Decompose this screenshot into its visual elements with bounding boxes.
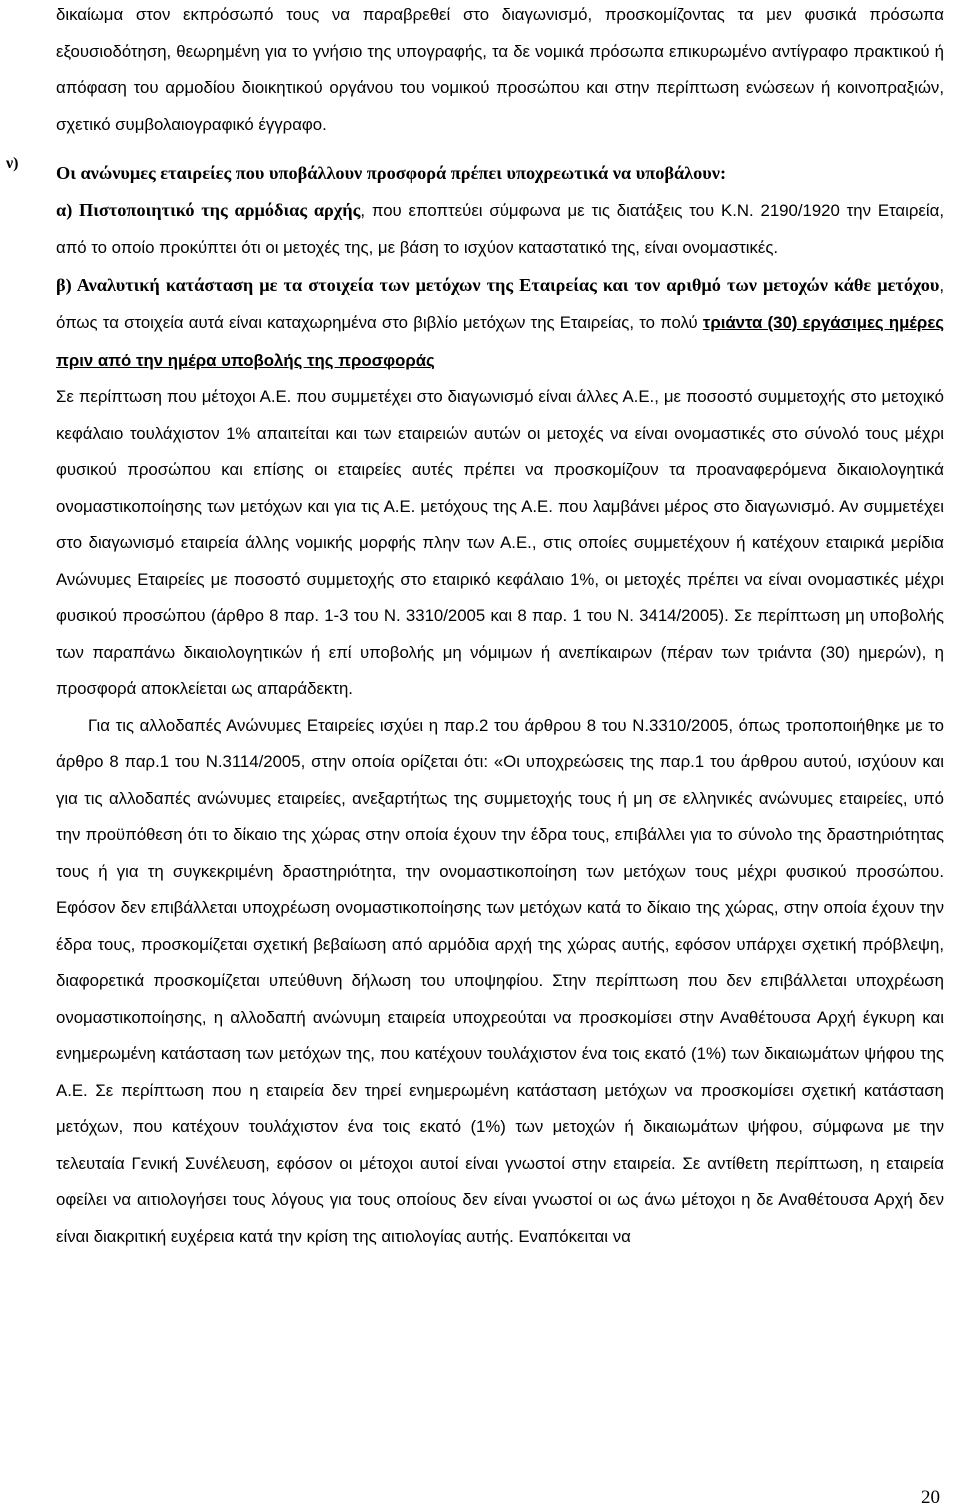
item-v-subitem-b <box>56 267 944 380</box>
subitem-a-text: , που εποπτεύει σύμφωνα με τις διατάξεις του Κ.Ν. 2190/1920 την Εταιρεία, από το οποίο προκύπτει ότι οι μετοχές της, με βάση το ισχύον καταστατικό της, είναι ονομαστικές. <box>56 200 944 257</box>
item-v-label: ν) <box>6 155 19 172</box>
item-v-subitem-a <box>56 192 944 267</box>
foreign-companies-paragraph: Για τις αλλοδαπές Ανώνυμες Εταιρείες ισχύει η παρ.2 του άρθρου 8 του Ν.3310/2005, όπως τροποποιήθηκε με το άρθρο 8 παρ.1 του Ν.3114/2005, στην οποία ορίζεται ότι: «Οι υποχρεώσεις της παρ.1 του άρθρου αυτού, ισχύουν και για τις αλλοδαπές ανώνυμες εταιρείες, ανεξαρτήτως της συμμετοχής τους ή μη σε ελληνικές ανώνυμες εταιρείες, υπό την προϋπόθεση ότι το δίκαιο της χώρας στην οποία έχουν την έδρα τους, επιβάλλει για το σύνολο της δραστηριότητας τους ή για τη συγκεκριμένη δραστηριότητα, την ονομαστικοποίηση των μετόχων τους μέχρι φυσικού προσώπου. Εφόσον δεν επιβάλλεται υποχρέωση ονομαστικοποίησης των μετόχων κατά το δίκαιο της χώρας, στην οποία έχουν την έδρα τους, προσκομίζεται σχετική βεβαίωση από αρμόδια αρχή της χώρας αυτής, εφόσον υπάρχει σχετική πρόβλεψη, διαφορετικά προσκομίζεται υπεύθυνη δήλωση του υποψηφίου. Στην περίπτωση που δεν επιβάλλεται υποχρέωση ονομαστικοποίησης, η αλλοδαπή ανώνυμη εταιρεία υποχρεούται να προσκομίσει στην Αναθέτουσα Αρχή έγκυρη και ενημερωμένη κατάσταση των μετόχων της, που κατέχουν τουλάχιστον ένα τοις εκατό (1%) των δικαιωμάτων ψήφου της Α.Ε. Σε περίπτωση που η εταιρεία δεν τηρεί ενημερωμένη κατάσταση μετόχων να προσκομίσει σχετική κατάσταση μετόχων, που κατέχουν τουλάχιστον ένα τοις εκατό (1%) των μετοχών ή δικαιωμάτων ψήφου, σύμφωνα με την τελευταία Γενική Συνέλευση, εφόσον οι μέτοχοι αυτοί είναι γνωστοί στην εταιρεία. Σε αντίθετη περίπτωση, η εταιρεία οφείλει να αιτιολογήσει τους λόγους για τους οποίους δεν είναι γνωστοί οι ως άνω μέτοχοι η δε Αναθέτουσα Αρχή δεν είναι διακριτική ευχέρεια κατά την κρίση της αιτιολογίας αυτής. Εναπόκειται να <box>56 715 944 1246</box>
document-page <box>6 0 945 1255</box>
subitem-a-title: α) Πιστοποιητικό της αρμόδιας αρχής <box>56 199 361 220</box>
subitem-b-text: , όπως τα στοιχεία αυτά είναι καταχωρημένα στο βιβλίο μετόχων της Εταιρείας, το πολύ <box>56 275 944 332</box>
item-v <box>6 155 945 1255</box>
subitem-b-title: β) Αναλυτική κατάσταση με τα στοιχεία των μετόχων της Εταιρείας και τον αριθμό των μετοχών κάθε μετόχου <box>56 274 940 295</box>
item-v-heading: Οι ανώνυμες εταιρείες που υποβάλλουν προσφορά πρέπει υποχρεωτικά να υποβάλουν: <box>56 163 727 183</box>
intro-paragraph: δικαίωμα στον εκπρόσωπό τους να παραβρεθεί στο διαγωνισμό, προσκομίζοντας τα μεν φυσικά πρόσωπα εξουσιοδότηση, θεωρημένη για το γνήσιο της υπογραφής, τα δε νομικά πρόσωπα επικυρωμένο αντίγραφο πρακτικού ή απόφαση του αρμοδίου διοικητικού οργάνου του νομικού προσώπου και στην περίπτωση ενώσεων ή κοινοπραξιών, σχετικό συμβολαιογραφικό έγγραφο. <box>56 5 944 134</box>
subitem-b-deadline: τριάντα (30) εργάσιμες ημέρες πριν από την ημέρα υποβολής της προσφοράς <box>56 313 945 370</box>
page-number: 20 <box>921 1487 940 1508</box>
shareholders-paragraph: Σε περίπτωση που μέτοχοι Α.Ε. που συμμετέχει στο διαγωνισμό είναι άλλες Α.Ε., με ποσοστό συμμετοχής στο μετοχικό κεφάλαιο τουλάχιστον 1% απαιτείται και των εταιρειών αυτών οι μετοχές να είναι ονομαστικές στο σύνολό τους μέχρι φυσικού προσώπου και επίσης οι εταιρείες αυτές πρέπει να προσκομίζουν τα προαναφερόμενα δικαιολογητικά ονομαστικοποίησης των μετόχων και για τις Α.Ε. μετόχους της Α.Ε. που λαμβάνει μέρος στο διαγωνισμό. Αν συμμετέχει στο διαγωνισμό εταιρεία άλλης νομικής μορφής πλην των Α.Ε., στις οποίες συμμετέχουν ή κατέχουν εταιρικά μερίδια Ανώνυμες Εταιρείες με ποσοστό συμμετοχής στο εταιρικό κεφάλαιο 1%, οι μετοχές πρέπει να είναι ονομαστικές μέχρι φυσικού προσώπου (άρθρο 8 παρ. 1-3 του Ν. 3310/2005 και 8 παρ. 1 του Ν. 3414/2005). Σε περίπτωση μη υποβολής των παραπάνω δικαιολογητικών ή επί υποβολής μη νόμιμων ή ανεπίκαιρων (πέραν των τριάντα (30) ημερών), η προσφορά αποκλείεται ως απαράδεκτη. <box>56 387 944 698</box>
